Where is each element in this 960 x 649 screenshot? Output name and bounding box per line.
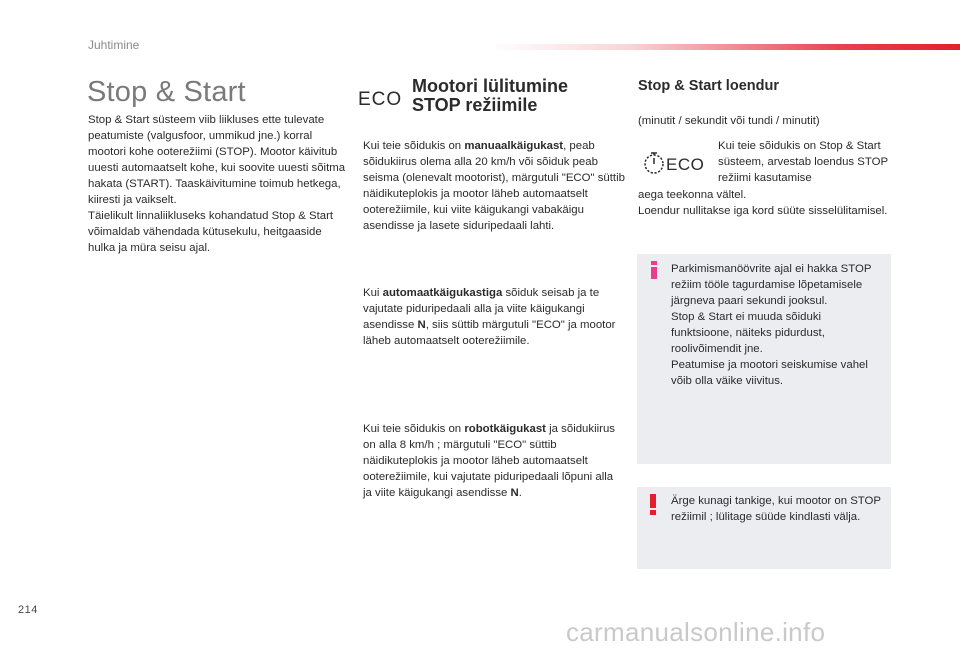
timer-eco-label: ECO	[666, 155, 705, 174]
info-icon	[647, 261, 661, 279]
automatic-gearbox-term: automaatkäigukastiga	[382, 287, 503, 299]
info-note-text	[671, 261, 885, 389]
stopwatch-icon	[645, 153, 663, 173]
text-span: ja sõidukiirus on alla 8 km/h ; märgutuli "ECO" süttib näidikuteplokis ja mootor läheb automaatselt ooterežiimile, kui vajutate piduripedaali lõpuni alla ja viite käigukangi asendisse	[363, 423, 615, 499]
section-label: Juhtimine	[88, 38, 140, 52]
intro-paragraph-2: Täielikult linnaliikluseks kohandatud Stop & Start võimaldab vähendada kütusekulu, heitgaaside hulka ja müra seisu ajal.	[88, 210, 334, 254]
text-span: Kui teie sõidukis on	[363, 423, 465, 435]
text-span: , peab sõidukiirus olema alla 20 km/h või sõiduk peab seisma (olenevalt mootorist), märgutuli "ECO" süttib näidikuteplokis ja mootor läheb automaatselt ooterežiimile, kui viite käigukangi vabakäigu asendisse ja lasete siduripedaali lahti.	[363, 140, 625, 232]
counter-description-continued	[638, 187, 888, 219]
section-title-line-1: Mootori lülitumine	[412, 76, 568, 96]
section-title-line-2: STOP režiimile	[412, 95, 538, 115]
header-accent-bar	[490, 44, 960, 50]
counter-description: Kui teie sõidukis on Stop & Start süsteem, arvestab loendus STOP režiimi kasutamise	[718, 140, 888, 184]
site-watermark: carmanualsonline.info	[566, 617, 826, 647]
warning-icon	[646, 494, 660, 516]
robotic-gearbox-paragraph	[363, 421, 625, 501]
counter-reset-text: Loendur nullitakse iga kord süüte sisselülitamisel.	[638, 205, 888, 217]
warning-note-text: Ärge kunagi tankige, kui mootor on STOP režiimil ; lülitage süüde kindlasti välja.	[671, 495, 881, 523]
info-note-line: Stop & Start ei muuda sõiduki funktsioone, näiteks pidurdust, roolivõimendit jne.	[671, 311, 825, 355]
page-title: Stop & Start	[87, 76, 246, 108]
gear-position-n: N	[510, 487, 519, 499]
intro-text	[88, 112, 350, 256]
text-span: .	[518, 487, 522, 499]
info-note-line: Parkimismanöövrite ajal ei hakka STOP režiim tööle tagurdamise lõpetamisele järgneva paari sekundi jooksul.	[671, 263, 872, 307]
counter-section-title: Stop & Start loendur	[638, 78, 779, 94]
text-span: Kui teie sõidukis on	[363, 140, 465, 152]
text-span: Kui	[363, 287, 383, 299]
text-span: , siis süttib märgutuli "ECO" ja mootor läheb automaatselt ooterežiimile.	[363, 319, 616, 347]
automatic-gearbox-paragraph	[363, 285, 625, 349]
info-note-line: Peatumise ja mootori seiskumise vahel võib olla väike viivitus.	[671, 359, 868, 387]
eco-icon-label: ECO	[358, 89, 403, 108]
manual-gearbox-term: manuaalkäigukast	[464, 140, 564, 152]
stop-start-timer-icon	[642, 150, 708, 176]
manual-gearbox-paragraph	[363, 138, 625, 234]
intro-paragraph: Stop & Start süsteem viib liikluses ette tulevate peatumiste (valgusfoor, ummikud jne.) korral mootori kohe ooterežiimi (STOP). Mootor käivitub uuesti automaatselt kohe, kui soovite uuesti sõitma hakata (START). Taaskäivitumine toimub hetkega, kiiresti ja vaikselt.	[88, 114, 346, 206]
page-number: 214	[18, 604, 38, 616]
counter-text-line: aega teekonna vältel.	[638, 189, 747, 201]
gear-position-n: N	[417, 319, 426, 331]
robotic-gearbox-term: robotkäigukast	[464, 423, 546, 435]
counter-units: (minutit / sekundit või tundi / minutit)	[638, 115, 820, 127]
section-title-stop-mode	[412, 77, 568, 115]
eco-indicator-icon	[357, 88, 405, 108]
text-span: sõiduk seisab ja te vajutate piduripedaali alla ja viite käigukangi asendisse	[363, 287, 600, 331]
